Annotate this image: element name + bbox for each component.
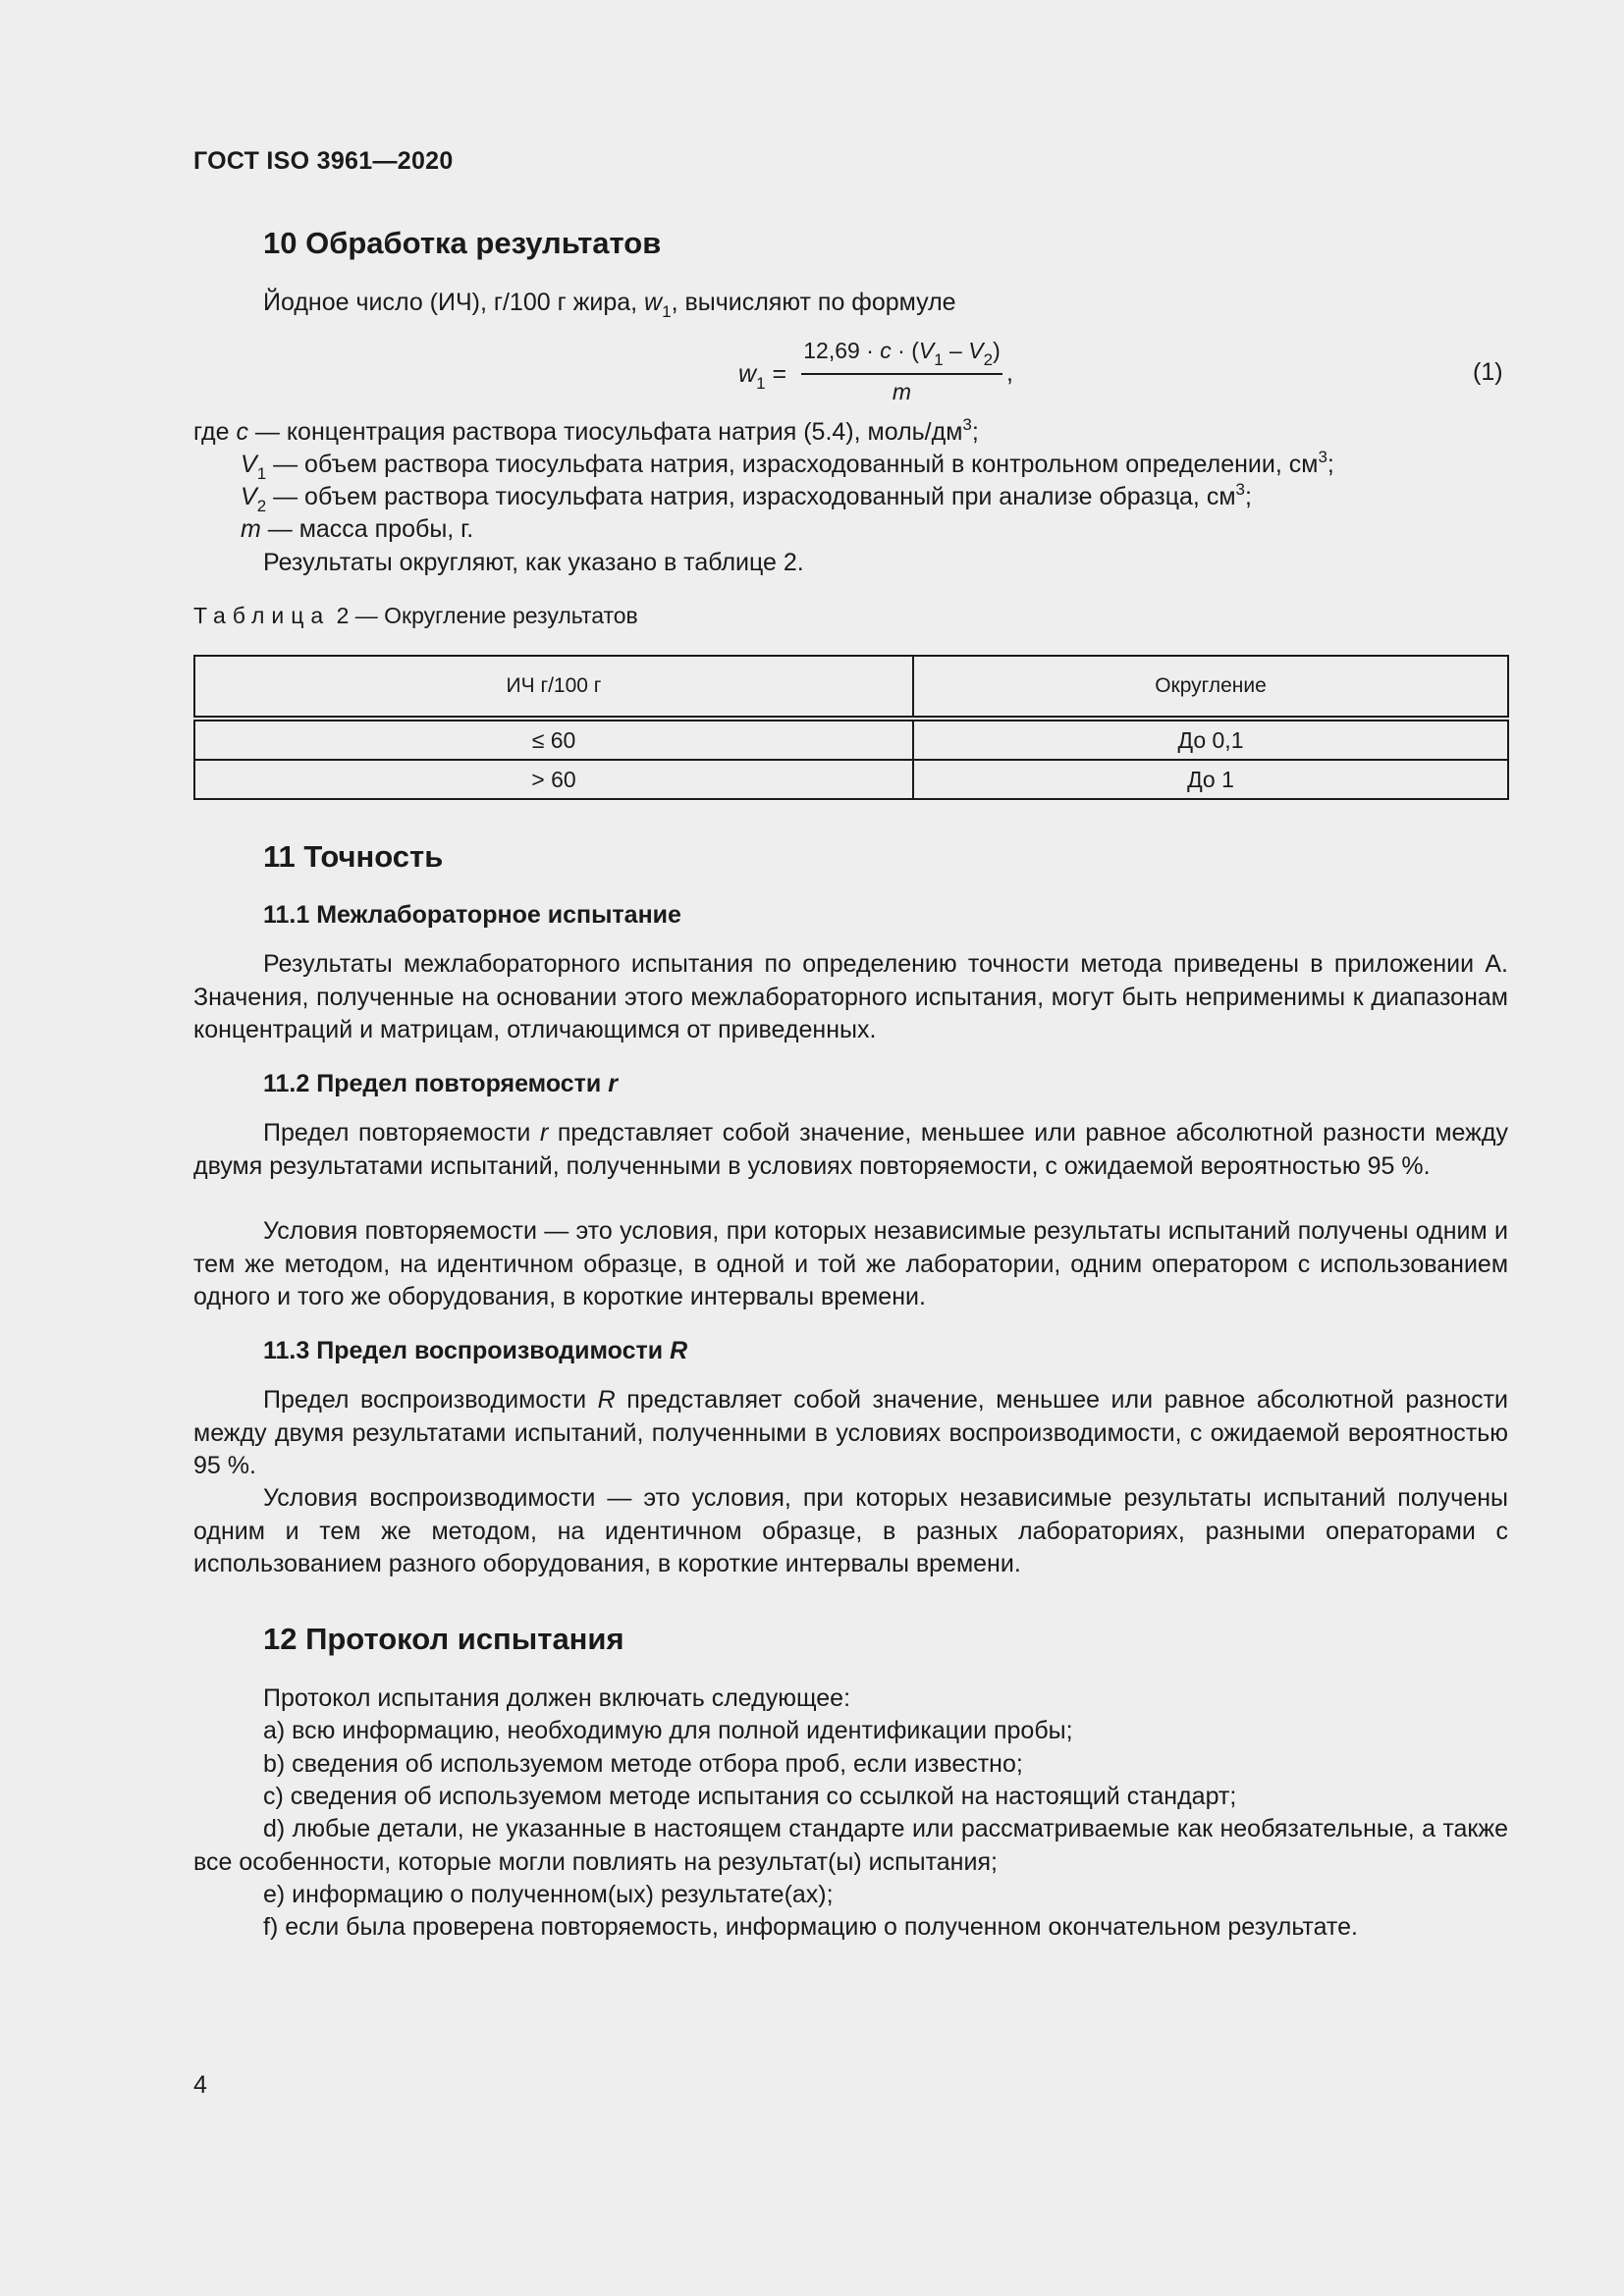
rounding-note: Результаты округляют, как указано в таблице 2.	[263, 549, 804, 576]
section-10-title: 10 Обработка результатов	[263, 226, 662, 260]
list-item: e) информацию о полученном(ых) результате(ах);	[263, 1881, 834, 1908]
where-line-m: m — масса пробы, г.	[241, 515, 474, 543]
section-10-intro: Йодное число (ИЧ), г/100 г жира, $w_1$, вычисляют по формуле	[263, 289, 956, 321]
section-11-3-paragraph-2: Условия воспроизводимости — это условия, при которых независимые результаты испытаний получены одним и тем же методом, на идентичном образце, в разных лабораториях, разными операторами с использованием разного оборудования, в короткие интервалы времени.	[193, 1484, 1508, 1577]
table-cell: До 0,1	[913, 719, 1508, 760]
where-line-c: где c — концентрация раствора тиосульфата натрия (5.4), моль/$дм^3$;	[193, 415, 979, 446]
formula-comma: ,	[1006, 359, 1013, 387]
list-item: f) если была проверена повторяемость, информацию о полученном окончательном результате.	[263, 1913, 1358, 1941]
section-11-title: 11 Точность	[263, 839, 444, 874]
fraction-bar	[801, 373, 1002, 375]
table-header-cell: Округление	[913, 656, 1508, 719]
list-item: b) сведения об используемом методе отбора проб, если известно;	[263, 1750, 1023, 1778]
formula-1	[736, 332, 1031, 410]
section-11-1-title: 11.1 Межлабораторное испытание	[263, 901, 681, 929]
table-header-row	[194, 656, 1508, 719]
section-12-title: 12 Протокол испытания	[263, 1622, 624, 1656]
table-2	[193, 655, 1509, 800]
formula-denominator: m	[892, 379, 912, 404]
section-11-3-title: 11.3 Предел воспроизводимости R	[263, 1337, 688, 1364]
document-code: ГОСТ ISO 3961—2020	[193, 147, 454, 175]
where-line-v2: $V_2$ — объем раствора тиосульфата натрия, израсходованный при анализе образца, $см^3$;	[241, 480, 1252, 515]
section-11-2-paragraph-1: Предел повторяемости r представляет собой значение, меньшее или равное абсолютной разности между двумя результатами испытаний, полученными в условиях повторяемости, с ожидаемой вероятностью 95 %.	[193, 1119, 1508, 1180]
section-11-1-paragraph: Результаты межлабораторного испытания по определению точности метода приведены в приложении А. Значения, полученные на основании этого межлабораторного испытания, могут быть неприменимы к диапазонам концентраций и матрицам, отличающимся от приведенных.	[193, 950, 1508, 1043]
section-11-2-title: 11.2 Предел повторяемости r	[263, 1070, 618, 1097]
page-number: 4	[193, 2071, 207, 2099]
table-cell: > 60	[194, 760, 913, 799]
table-cell: ≤ 60	[194, 719, 913, 760]
table-header-cell: ИЧ г/100 г	[194, 656, 913, 719]
table-row	[194, 719, 1508, 760]
table-2-caption: Таблица 2 — Округление результатов	[193, 603, 638, 628]
table-cell: До 1	[913, 760, 1508, 799]
formula-numerator: $12,69 \cdot c \cdot (V_1 - V_2)$	[803, 338, 1001, 369]
list-item: d) любые детали, не указанные в настоящем стандарте или рассматриваемые как необязательные, а также все особенности, которые могли повлиять на результат(ы) испытания;	[193, 1815, 1508, 1876]
list-item: c) сведения об используемом методе испытания со ссылкой на настоящий стандарт;	[263, 1783, 1237, 1810]
section-11-2-paragraph-2: Условия повторяемости — это условия, при которых независимые результаты испытаний получены одним и тем же методом, на идентичном образце, в одной и той же лаборатории, одним оператором с использованием одного и того же оборудования, в короткие интервалы времени.	[193, 1217, 1508, 1310]
table-row	[194, 760, 1508, 799]
section-11-3-paragraph-1: Предел воспроизводимости R представляет собой значение, меньшее или равное абсолютной разности между двумя результатами испытаний, полученными в условиях воспроизводимости, с ожидаемой вероятностью 95 %.	[193, 1386, 1508, 1479]
where-line-v1: $V_1$ — объем раствора тиосульфата натрия, израсходованный в контрольном определении, $см^3$;	[241, 448, 1334, 483]
equation-number: (1)	[1473, 358, 1503, 386]
list-item: a) всю информацию, необходимую для полной идентификации пробы;	[263, 1717, 1073, 1744]
formula-lhs: $w_1$ =	[738, 360, 787, 393]
section-12-intro: Протокол испытания должен включать следующее:	[263, 1684, 851, 1712]
